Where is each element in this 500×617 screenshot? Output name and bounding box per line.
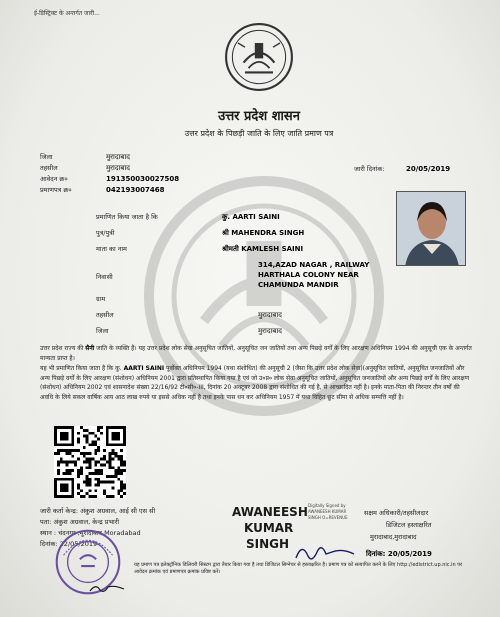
label-mother: माता का नाम xyxy=(96,245,127,253)
value-person-district: मुरादाबाद xyxy=(258,327,282,335)
label-issue-date: जारी दिनांक: xyxy=(354,165,385,173)
label-village: ग्राम xyxy=(96,295,106,303)
applicant-photo xyxy=(396,191,466,266)
label-person-tehsil: तहसील xyxy=(96,311,114,319)
issuing-place: स्थान : चंदनगर ,मुरादाबाद,Moradabad xyxy=(40,529,141,537)
signature-meta-3: SINGH O=REVENUE xyxy=(308,515,348,520)
up-government-emblem xyxy=(224,22,294,92)
caste-certificate-page xyxy=(14,6,486,611)
paragraph-1: उत्तर प्रदेश राज्य की सैनी जाति के व्यक्ति हैं। यह उत्तर प्रदेश लोक सेवा अनुसूचित जातियों, अनुसूचित जन जातियों तथा अन्य पिछड़े वर्गों के लिए आरक्षण अधिनियम 1994 की अनुसूची एक के अन्तर्गत मान्यता प्राप्त है। xyxy=(40,345,472,362)
signer-name-line-2: KUMAR xyxy=(244,521,294,535)
signature-meta-2: AWANEESH KUMAR xyxy=(308,509,347,514)
issuing-center: जारी कर्ता केन्द्र: अंकुश अग्रवाल, आई सी एस सी xyxy=(40,507,156,515)
top-note: ई-डिस्ट्रिक्ट के अन्तर्गत जारी... xyxy=(34,10,100,17)
value-father: श्री MAHENDRA SINGH xyxy=(222,229,305,237)
value-name: कु. AARTI SAINI xyxy=(222,213,280,221)
issuing-location: पता: अंकुश अग्रवाल, केन्द्र प्रभारी xyxy=(40,518,120,526)
officer-location: मुरादाबाद,मुरादाबाद xyxy=(370,533,417,541)
label-residence: निवासी xyxy=(96,273,113,281)
value-certificate-no: 042193007468 xyxy=(106,186,165,194)
label-tehsil: तहसील xyxy=(40,164,58,172)
document-title: उत्तर प्रदेश शासन xyxy=(218,109,300,124)
officer-designation: सक्षम अधिकारी/तहसीलदार xyxy=(364,509,429,517)
handwritten-signature xyxy=(292,536,362,566)
label-application-no: आवेदन क्र० xyxy=(40,175,68,183)
paragraph-2: यह भी प्रमाणित किया जाता है कि कु. AARTI SAINI पूर्वोक्त अधिनियम 1994 (यथा संशोधित) की अनुसूची 2 (जैसा कि उत्तर प्रदेश लोक सेवा)(अनुसूचित जातियों, अनुसूचित जनजातियों और अन्य पिछड़े वर्गों के लिए आरक्षण (संशोधन) अधिनियम 2001 द्वारा प्रतिस्थापित किया गया है एवं जो उ०प्र० लोक सेवा अनुसूचित जातियों, अनुसूचित जनजातियों और अन्य पिछड़े वर्गों के लिए आरक्षण (संशोधन) अधिनियम 2002 एवं शासनादेश संख्या 22/16/92 टी०सी०-III, दिनांक 20 अक्टूबर 2008 द्वारा संशोधित की गई है, से आच्छादित नहीं है। इनके माता-पिता की निरन्तर तीन वर्षों की अवधि के लिये सकल वार्षिक आय आठ लाख रुपये या इससे अधिक नहीं है तथा इनके पास धन कर अधिनियम 1957 में यथा विहित छूट सीमा से अधिक सम्पत्ति नहीं है। xyxy=(40,365,470,401)
bottom-note: यह प्रमाण पत्र इलेक्ट्रॉनिक डिलिवरी सिस्टम द्वारा तैयार किया गया है तथा डिजिटल सिग्नेचर से हस्ताक्षरित है। प्रमाण पत्र को सत्यापित करने के लिए http://edistrict.up.nic.in पर आवेदन क्रमांक एवं प्रमाणपत्र क्रमांक प्रविष्ट करें। xyxy=(134,562,463,575)
value-application-no: 191350030027508 xyxy=(106,175,180,183)
value-district: मुरादाबाद xyxy=(106,153,130,161)
address-line-3: CHAMUNDA MANDIR xyxy=(258,281,339,289)
para2-name: AARTI SAINI xyxy=(123,365,165,372)
label-person-district: जिला xyxy=(96,327,109,335)
address-line-2: HARTHALA COLONY NEAR xyxy=(258,271,359,279)
address-line-1: 314,AZAD NAGAR , RAILWAY xyxy=(258,261,370,269)
label-certified: प्रमाणित किया जाता है कि xyxy=(96,213,158,221)
para1-caste: सैनी xyxy=(85,345,95,352)
signer-name-line-3: SINGH xyxy=(246,537,290,551)
footer-date: दिनांक: 22/05/2019 xyxy=(40,540,98,548)
seal-signature xyxy=(88,581,128,595)
label-district: जिला xyxy=(40,153,53,161)
document-subtitle: उत्तर प्रदेश के पिछड़ी जाति के लिए जाति प्रमाण पत्र xyxy=(184,129,334,138)
digital-signature-label: डिजिटल हस्ताक्षरित xyxy=(386,521,432,529)
value-person-tehsil: मुरादाबाद xyxy=(258,311,282,319)
right-date: दिनांक: 20/05/2019 xyxy=(366,550,432,558)
signature-meta-1: Digitally Signed by xyxy=(308,503,346,508)
value-tehsil: मुरादाबाद xyxy=(106,164,130,172)
value-issue-date: 20/05/2019 xyxy=(406,165,451,173)
value-mother: श्रीमती KAMLESH SAINI xyxy=(222,245,304,253)
signer-name-line-1: AWANEESH xyxy=(232,505,308,519)
label-certificate-no: प्रमाणपत्र क्र० xyxy=(40,186,72,194)
qr-code xyxy=(54,426,126,498)
label-father: पुत्र/पुत्री xyxy=(96,229,115,237)
